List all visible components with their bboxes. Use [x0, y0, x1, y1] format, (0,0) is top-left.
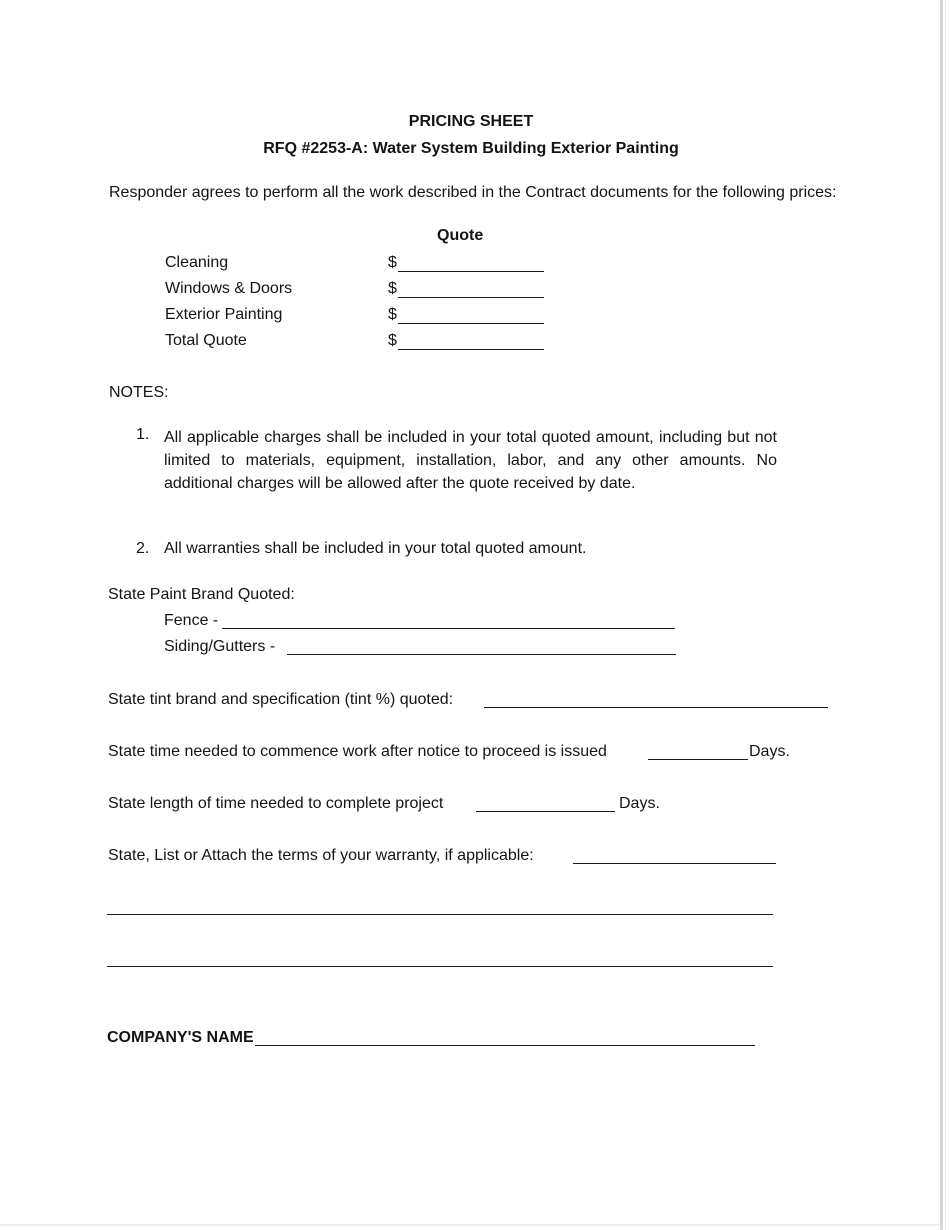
note-number: 2.	[136, 540, 150, 557]
commence-time-label: State time needed to commence work after notice to proceed is issued	[108, 743, 607, 760]
fence-paint-brand-field[interactable]	[222, 612, 675, 629]
windows-doors-amount-field[interactable]	[398, 281, 544, 298]
dollar-sign: $	[388, 332, 397, 349]
notes-heading: NOTES:	[109, 384, 169, 401]
paint-brand-label: State Paint Brand Quoted:	[108, 586, 295, 603]
dollar-sign: $	[388, 254, 397, 271]
quote-item-label: Cleaning	[165, 254, 229, 271]
note-text: All warranties shall be included in your total quoted amount.	[164, 540, 587, 557]
warranty-continuation-line[interactable]	[107, 898, 773, 915]
note-number: 1.	[136, 426, 150, 443]
completion-days-unit: Days.	[619, 795, 660, 812]
completion-days-field[interactable]	[476, 795, 615, 812]
exterior-painting-amount-field[interactable]	[398, 307, 544, 324]
document-title: PRICING SHEET	[408, 113, 534, 130]
commence-days-field[interactable]	[648, 743, 748, 760]
cleaning-amount-field[interactable]	[398, 255, 544, 272]
scan-edge-right	[940, 0, 943, 1230]
tint-label: State tint brand and specification (tint %) quoted:	[108, 691, 454, 708]
warranty-continuation-line[interactable]	[107, 950, 773, 967]
note-text: All applicable charges shall be included in your total quoted amount, including but not limited to materials, equipment, installation, labor, and any other amounts. No additional charges will be allowed after the quote received by date.	[164, 429, 777, 492]
scan-edge-right-shadow	[945, 0, 946, 1230]
quote-item-label: Exterior Painting	[165, 306, 283, 323]
warranty-field[interactable]	[573, 847, 776, 864]
company-name-label: COMPANY'S NAME	[107, 1029, 254, 1046]
tint-spec-field[interactable]	[484, 691, 828, 708]
quote-column-header: Quote	[437, 227, 484, 244]
total-quote-amount-field[interactable]	[398, 333, 544, 350]
scan-edge-bottom	[0, 1224, 940, 1226]
dollar-sign: $	[388, 280, 397, 297]
company-name-field[interactable]	[255, 1029, 755, 1046]
warranty-label: State, List or Attach the terms of your warranty, if applicable:	[108, 847, 534, 864]
siding-gutters-label: Siding/Gutters -	[164, 638, 276, 655]
dollar-sign: $	[388, 306, 397, 323]
quote-item-label: Windows & Doors	[165, 280, 293, 297]
completion-time-label: State length of time needed to complete project	[108, 795, 444, 812]
quote-item-label: Total Quote	[165, 332, 247, 349]
fence-label: Fence -	[164, 612, 219, 629]
intro-paragraph: Responder agrees to perform all the work described in the Contract documents for the following prices:	[109, 184, 837, 201]
siding-gutters-paint-brand-field[interactable]	[287, 638, 676, 655]
document-subtitle: RFQ #2253-A: Water System Building Exterior Painting	[263, 140, 679, 157]
commence-days-unit: Days.	[749, 743, 790, 760]
